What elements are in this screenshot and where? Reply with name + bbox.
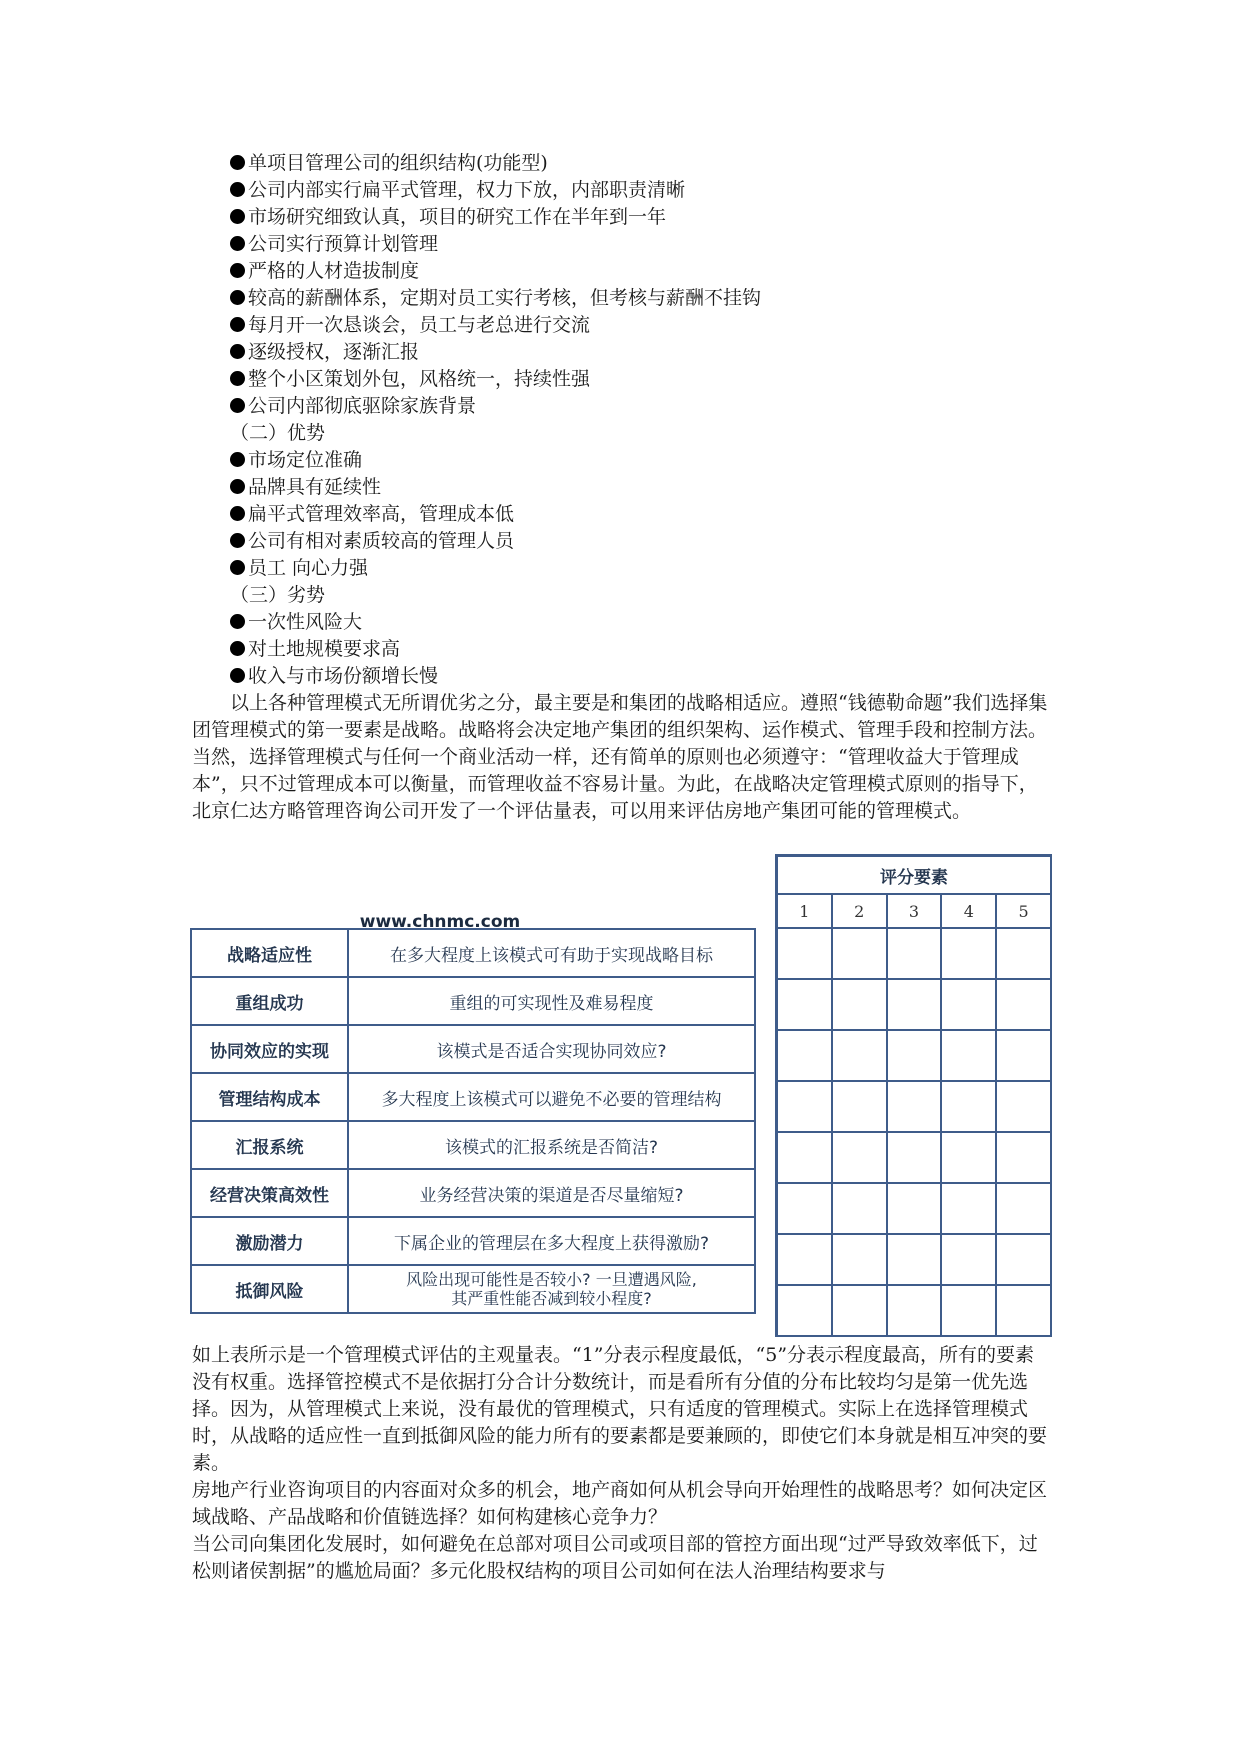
criteria-table bbox=[190, 928, 756, 1314]
bullet-text: 扁平式管理效率高，管理成本低 bbox=[248, 503, 515, 525]
score-row bbox=[777, 1234, 1052, 1285]
bullet-text: 品牌具有延续性 bbox=[248, 476, 382, 498]
bullet-item bbox=[230, 150, 1050, 177]
description-cell: 多大程度上该模式可以避免不必要的管理结构 bbox=[348, 1073, 755, 1121]
bullet-icon bbox=[230, 344, 245, 359]
score-cell bbox=[941, 979, 996, 1030]
paragraph-text: 如上表所示是一个管理模式评估的主观量表。“1”分表示程度最低，“5”分表示程度最高，所有的要素没有权重。选择管控模式不是依据打分合计分数统计，而是看所有分值的分布比较均匀是第一优先选择。因为，从管理模式上来说，没有最优的管理模式，只有适度的管理模式。实际上在选择管理模式时，从战略的适应性一直到抵御风险的能力所有的要素都是要兼顾的，即使它们本身就是相互冲突的要素。 bbox=[192, 1344, 1048, 1474]
bullet-text: 公司实行预算计划管理 bbox=[248, 233, 439, 255]
criterion-cell: 管理结构成本 bbox=[191, 1073, 348, 1121]
score-column-label: 5 bbox=[996, 894, 1051, 928]
score-cell bbox=[941, 1285, 996, 1336]
bullet-item bbox=[230, 258, 1050, 285]
table-row bbox=[191, 929, 755, 977]
score-cell bbox=[887, 1081, 942, 1132]
bullet-item bbox=[230, 474, 1050, 501]
table-row bbox=[191, 1217, 755, 1265]
criterion-cell: 战略适应性 bbox=[191, 929, 348, 977]
bullet-item bbox=[230, 555, 1050, 582]
score-cell bbox=[832, 1234, 887, 1285]
score-cell bbox=[941, 928, 996, 979]
bullet-icon bbox=[230, 398, 245, 413]
score-cell bbox=[887, 1285, 942, 1336]
score-cell bbox=[832, 1285, 887, 1336]
bullet-item bbox=[230, 663, 1050, 690]
criterion-cell: 汇报系统 bbox=[191, 1121, 348, 1169]
bullet-icon bbox=[230, 263, 245, 278]
criterion-cell: 协同效应的实现 bbox=[191, 1025, 348, 1073]
paragraph-text: 当公司向集团化发展时，如何避免在总部对项目公司或项目部的管控方面出现“过严导致效率低下，过松则诸侯割据”的尴尬局面？多元化股权结构的项目公司如何在法人治理结构要求与 bbox=[192, 1533, 1038, 1582]
score-row bbox=[777, 1030, 1052, 1081]
paragraph-2 bbox=[192, 1342, 1052, 1477]
score-cell bbox=[777, 1285, 832, 1336]
description-cell: 重组的可实现性及难易程度 bbox=[348, 977, 755, 1025]
score-cell bbox=[996, 928, 1051, 979]
score-cell bbox=[996, 979, 1051, 1030]
bullet-text: 逐级授权，逐渐汇报 bbox=[248, 341, 420, 363]
description-cell bbox=[348, 1265, 755, 1313]
bullet-icon bbox=[230, 317, 245, 332]
bullet-item bbox=[230, 609, 1050, 636]
paragraph-text: 以上各种管理模式无所谓优劣之分，最主要是和集团的战略相适应。遵照“钱德勒命题”我们选择集团管理模式的第一要素是战略。战略将会决定地产集团的组织架构、运作模式、管理手段和控制方法。当然，选择管理模式与任何一个商业活动一样，还有简单的原则也必须遵守：“管理收益大于管理成本”，只不过管理成本可以衡量，而管理收益不容易计量。为此，在战略决定管理模式原则的指导下，北京仁达方略管理咨询公司开发了一个评估量表，可以用来评估房地产集团可能的管理模式。 bbox=[192, 692, 1048, 822]
score-column-label: 4 bbox=[941, 894, 996, 928]
score-row bbox=[777, 979, 1052, 1030]
table-row bbox=[191, 977, 755, 1025]
bullet-item bbox=[230, 636, 1050, 663]
score-cell bbox=[887, 1132, 942, 1183]
evaluation-table-figure bbox=[190, 850, 1052, 1340]
paragraph-4 bbox=[192, 1531, 1052, 1585]
score-cell bbox=[996, 1183, 1051, 1234]
score-cell bbox=[832, 1183, 887, 1234]
bullet-text: 收入与市场份额增长慢 bbox=[248, 665, 439, 687]
bullet-icon bbox=[230, 371, 245, 386]
score-cell bbox=[832, 1081, 887, 1132]
score-cell bbox=[941, 1183, 996, 1234]
score-row bbox=[777, 1285, 1052, 1336]
bullet-text: 员工 向心力强 bbox=[248, 557, 369, 579]
score-column-label: 3 bbox=[887, 894, 942, 928]
score-header: 评分要素 bbox=[777, 856, 1052, 895]
description-line: 风险出现可能性是否较小? 一旦遭遇风险, bbox=[406, 1270, 697, 1289]
description-cell: 在多大程度上该模式可有助于实现战略目标 bbox=[348, 929, 755, 977]
bullet-text: 整个小区策划外包，风格统一，持续性强 bbox=[248, 368, 591, 390]
bullet-item bbox=[230, 447, 1050, 474]
bullet-icon bbox=[230, 668, 245, 683]
criterion-cell: 经营决策高效性 bbox=[191, 1169, 348, 1217]
bullet-icon bbox=[230, 236, 245, 251]
criterion-cell: 抵御风险 bbox=[191, 1265, 348, 1313]
score-cell bbox=[996, 1081, 1051, 1132]
section-heading-disadvantages: （三）劣势 bbox=[230, 584, 326, 606]
score-cell bbox=[832, 979, 887, 1030]
bullet-item bbox=[230, 204, 1050, 231]
score-row bbox=[777, 1132, 1052, 1183]
bullet-text: 对土地规模要求高 bbox=[248, 638, 401, 660]
score-column-label: 2 bbox=[832, 894, 887, 928]
score-cell bbox=[996, 1030, 1051, 1081]
bullet-item bbox=[230, 393, 1050, 420]
section-heading-advantages: （二）优势 bbox=[230, 422, 326, 444]
bullet-text: 一次性风险大 bbox=[248, 611, 363, 633]
bullet-text: 市场定位准确 bbox=[248, 449, 363, 471]
score-cell bbox=[887, 1234, 942, 1285]
bullet-icon bbox=[230, 641, 245, 656]
bullet-icon bbox=[230, 290, 245, 305]
score-cell bbox=[996, 1285, 1051, 1336]
score-row bbox=[777, 928, 1052, 979]
bullet-icon bbox=[230, 479, 245, 494]
bullet-text: 公司内部实行扁平式管理，权力下放，内部职责清晰 bbox=[248, 179, 686, 201]
paragraph-3 bbox=[192, 1477, 1052, 1531]
table-row bbox=[191, 1265, 755, 1313]
description-cell: 业务经营决策的渠道是否尽量缩短? bbox=[348, 1169, 755, 1217]
bullet-icon bbox=[230, 155, 245, 170]
description-line: 其严重性能否减到较小程度? bbox=[451, 1289, 652, 1308]
bullet-icon bbox=[230, 560, 245, 575]
score-cell bbox=[996, 1132, 1051, 1183]
table-row bbox=[191, 1169, 755, 1217]
score-cell bbox=[887, 928, 942, 979]
description-cell: 该模式的汇报系统是否简洁? bbox=[348, 1121, 755, 1169]
bullet-text: 公司内部彻底驱除家族背景 bbox=[248, 395, 477, 417]
bullet-item bbox=[230, 339, 1050, 366]
score-cell bbox=[887, 979, 942, 1030]
bullet-item bbox=[230, 528, 1050, 555]
criterion-cell: 激励潜力 bbox=[191, 1217, 348, 1265]
score-cell bbox=[777, 1183, 832, 1234]
score-header-row bbox=[777, 856, 1052, 895]
bullet-icon bbox=[230, 452, 245, 467]
table-row bbox=[191, 1073, 755, 1121]
bullet-item bbox=[230, 285, 1050, 312]
score-cell bbox=[777, 928, 832, 979]
score-cell bbox=[777, 1132, 832, 1183]
bullet-text: 公司有相对素质较高的管理人员 bbox=[248, 530, 515, 552]
bullet-text: 每月开一次恳谈会，员工与老总进行交流 bbox=[248, 314, 591, 336]
bullet-item bbox=[230, 231, 1050, 258]
score-number-row bbox=[777, 894, 1052, 928]
bullet-text: 严格的人材造拔制度 bbox=[248, 260, 420, 282]
score-column-label: 1 bbox=[777, 894, 832, 928]
score-cell bbox=[777, 1234, 832, 1285]
score-cell bbox=[941, 1234, 996, 1285]
description-cell: 下属企业的管理层在多大程度上获得激励? bbox=[348, 1217, 755, 1265]
bullet-icon bbox=[230, 533, 245, 548]
score-cell bbox=[941, 1132, 996, 1183]
bullet-text: 市场研究细致认真，项目的研究工作在半年到一年 bbox=[248, 206, 667, 228]
score-row bbox=[777, 1183, 1052, 1234]
bullet-icon bbox=[230, 209, 245, 224]
criterion-cell: 重组成功 bbox=[191, 977, 348, 1025]
score-table bbox=[775, 854, 1052, 1337]
bullet-icon bbox=[230, 506, 245, 521]
paragraph-text: 房地产行业咨询项目的内容面对众多的机会，地产商如何从机会导向开始理性的战略思考？如何决定区域战略、产品战略和价值链选择？如何构建核心竞争力？ bbox=[192, 1479, 1048, 1528]
bullet-item bbox=[230, 177, 1050, 204]
table-row bbox=[191, 1025, 755, 1073]
bullet-item bbox=[230, 312, 1050, 339]
bullet-icon bbox=[230, 614, 245, 629]
bullet-item bbox=[230, 501, 1050, 528]
score-cell bbox=[832, 1132, 887, 1183]
score-cell bbox=[887, 1030, 942, 1081]
score-cell bbox=[777, 1030, 832, 1081]
bullet-text: 单项目管理公司的组织结构(功能型) bbox=[248, 152, 548, 174]
score-cell bbox=[777, 1081, 832, 1132]
site-label: www.chnmc.com bbox=[359, 912, 521, 932]
score-row bbox=[777, 1081, 1052, 1132]
score-cell bbox=[832, 1030, 887, 1081]
bullet-icon bbox=[230, 182, 245, 197]
table-row bbox=[191, 1121, 755, 1169]
bullet-text: 较高的薪酬体系，定期对员工实行考核，但考核与薪酬不挂钩 bbox=[248, 287, 762, 309]
paragraph-1 bbox=[192, 690, 1052, 825]
score-cell bbox=[941, 1030, 996, 1081]
bullet-section bbox=[230, 150, 1050, 690]
score-cell bbox=[777, 979, 832, 1030]
description-cell: 该模式是否适合实现协同效应? bbox=[348, 1025, 755, 1073]
bullet-item bbox=[230, 366, 1050, 393]
score-cell bbox=[996, 1234, 1051, 1285]
score-cell bbox=[887, 1183, 942, 1234]
score-cell bbox=[832, 928, 887, 979]
score-cell bbox=[941, 1081, 996, 1132]
